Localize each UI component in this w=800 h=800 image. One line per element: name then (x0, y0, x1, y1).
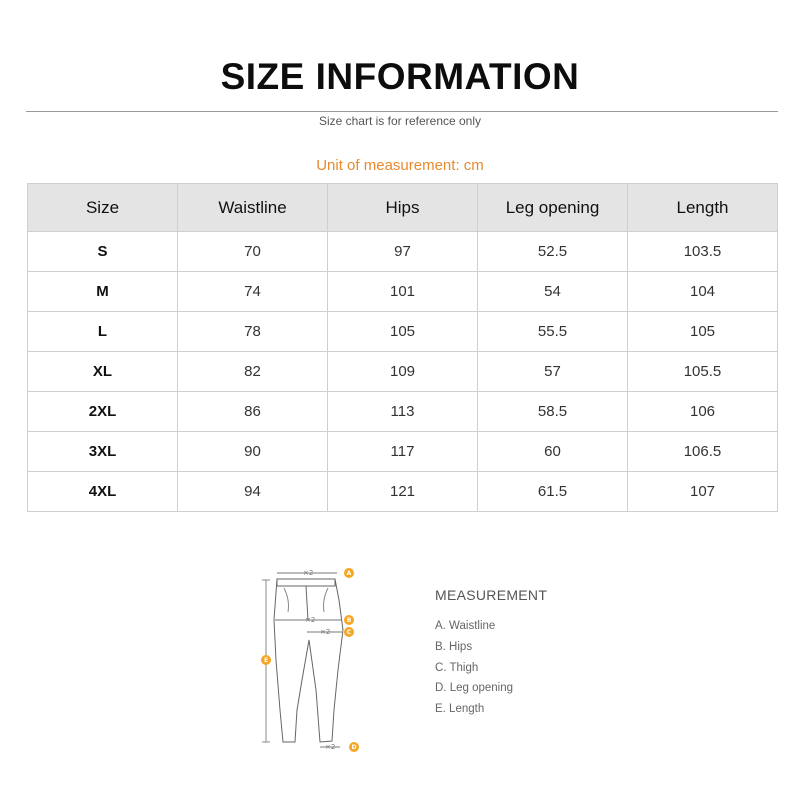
table-cell: 103.5 (628, 232, 778, 272)
unit-note: Unit of measurement: cm (316, 157, 484, 174)
measurement-item: A. Waistline (435, 620, 496, 632)
size-cell: XL (28, 352, 178, 392)
table-row (28, 392, 778, 432)
table-cell: 106.5 (628, 432, 778, 472)
title-divider (26, 111, 778, 112)
size-cell: 4XL (28, 472, 178, 512)
table-cell: 61.5 (478, 472, 628, 512)
marker-a-label: A (346, 570, 352, 577)
table-cell: 105 (328, 312, 478, 352)
table-row (28, 312, 778, 352)
table-row (28, 432, 778, 472)
measurement-list (435, 618, 513, 722)
table-row (28, 232, 778, 272)
table-cell: 94 (178, 472, 328, 512)
table-row (28, 472, 778, 512)
marker-e-label: E (263, 657, 269, 664)
measurement-item: C. Thigh (435, 661, 479, 674)
table-cell: 105.5 (628, 352, 778, 392)
measurement-item: D. Leg opening (435, 682, 514, 695)
measurement-item: E. Length (435, 703, 485, 716)
table-cell: 109 (328, 352, 478, 392)
table-cell: 70 (178, 232, 328, 272)
size-cell: 2XL (28, 392, 178, 432)
table-cell: 52.5 (478, 232, 628, 272)
page-title: SIZE INFORMATION (220, 56, 580, 97)
marker-c-label: C (346, 629, 352, 636)
pants-outline (274, 579, 343, 742)
table-cell: 121 (328, 472, 478, 512)
column-header: Leg opening (478, 184, 628, 232)
table-cell: 106 (628, 392, 778, 432)
size-table (27, 183, 778, 512)
size-cell: L (28, 312, 178, 352)
column-header: Hips (328, 184, 478, 232)
table-cell: 60 (478, 432, 628, 472)
table-cell: 82 (178, 352, 328, 392)
marker-d-label: D (351, 744, 357, 751)
size-cell: S (28, 232, 178, 272)
column-header: Length (628, 184, 778, 232)
multiplier-label: ×2 (320, 628, 331, 636)
table-cell: 86 (178, 392, 328, 432)
table-cell: 78 (178, 312, 328, 352)
table-row (28, 352, 778, 392)
size-cell: M (28, 272, 178, 312)
table-cell: 107 (628, 472, 778, 512)
column-header: Waistline (178, 184, 328, 232)
table-cell: 90 (178, 432, 328, 472)
table-row (28, 272, 778, 312)
table-cell: 105 (628, 312, 778, 352)
table-cell: 117 (328, 432, 478, 472)
table-cell: 54 (478, 272, 628, 312)
column-header: Size (28, 184, 178, 232)
marker-b-label: B (346, 617, 352, 624)
multiplier-label: ×2 (325, 743, 336, 751)
table-cell: 57 (478, 352, 628, 392)
page-subtitle: Size chart is for reference only (318, 114, 482, 128)
multiplier-label: ×2 (303, 569, 314, 577)
table-cell: 74 (178, 272, 328, 312)
multiplier-label: ×2 (305, 616, 316, 624)
table-cell: 58.5 (478, 392, 628, 432)
table-cell: 55.5 (478, 312, 628, 352)
table-cell: 104 (628, 272, 778, 312)
pants-diagram (250, 560, 370, 760)
size-cell: 3XL (28, 432, 178, 472)
measurement-item: B. Hips (435, 640, 473, 653)
table-cell: 113 (328, 392, 478, 432)
measurement-title: MEASUREMENT (435, 587, 548, 603)
table-cell: 97 (328, 232, 478, 272)
table-cell: 101 (328, 272, 478, 312)
table-header-row (28, 184, 778, 232)
